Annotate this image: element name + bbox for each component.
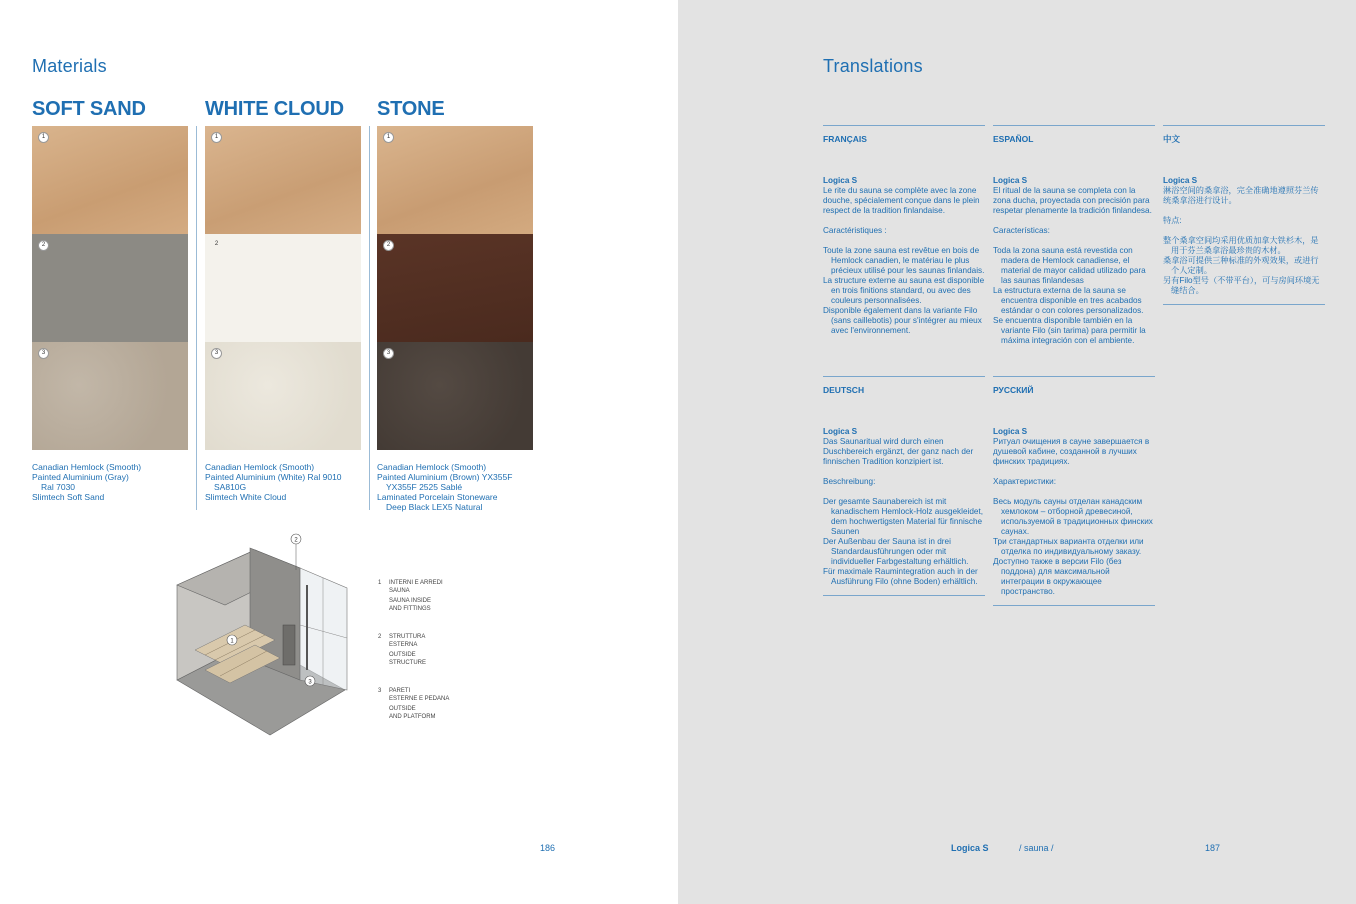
desc-line: Painted Aluminium (Brown) YX355F [377, 472, 513, 482]
swatch-number: 3 [211, 348, 222, 359]
intro-text: Le rite du sauna se complète avec la zone douche, spécialement conçue dans le plein respect de la tradition finlandaise. [823, 186, 980, 215]
legend-text: SAUNA [389, 587, 410, 594]
feature-item: Toda la zona sauna está revestida con madera de Hemlock canadiense, el material de mayor calidad utilizado para las saunas finlandesas [993, 246, 1146, 285]
feature-item: Für maximale Raumintegration auch in der Ausführung Filo (ohne Boden) erhältlich. [823, 567, 978, 586]
gray-aluminium-swatch [32, 234, 188, 342]
desc-line: YX355F 2525 Sablé [386, 482, 463, 492]
divider-line [823, 125, 985, 126]
intro-text: 淋浴空间的桑拿浴，完全准确地遵照芬兰传统桑拿浴进行设计。 [1163, 186, 1319, 205]
stone-swatch [377, 342, 533, 450]
feature-item: Toute la zone sauna est revêtue en bois de Hemlock canadien, le matériau le plus précieux utilisé pour les saunas finlandais. [823, 246, 985, 275]
diagram-callout-1 [227, 635, 237, 645]
material-name: SOFT SAND [32, 98, 146, 120]
language-heading: FRANÇAIS [823, 134, 867, 144]
translation-spanish [993, 125, 1155, 346]
product-name: Logica S [993, 427, 1028, 436]
product-name: Logica S [823, 176, 858, 185]
material-description [205, 462, 361, 502]
legend-number: 1 [378, 580, 382, 586]
legend-text: STRUCTURE [389, 659, 426, 666]
language-heading: ESPAÑOL [993, 134, 1034, 144]
svg-text:1: 1 [230, 638, 234, 645]
wood-swatch [377, 126, 533, 234]
swatch-number: 2 [38, 240, 49, 251]
swatch-number: 1 [38, 132, 49, 143]
legend-text: AND FITTINGS [389, 605, 431, 612]
legend-item-2 [378, 634, 426, 667]
desc-line: Painted Aluminium (White) Ral 9010 [205, 472, 342, 482]
swatch-number: 2 [214, 241, 219, 247]
language-heading: DEUTSCH [823, 385, 865, 395]
intro-text: Ритуал очищения в сауне завершается в душевой кабине, созданной в лучших финских традициях. [993, 437, 1150, 466]
material-soft-sand [32, 98, 188, 502]
feature-item: Весь модуль сауны отделан канадским хемлоком – отборной древесиной, используемой в традиционных финских саунах. [993, 497, 1153, 536]
legend-text: AND PLATFORM [389, 713, 436, 720]
legend-text: STRUTTURA [389, 634, 426, 640]
language-heading: 中文 [1163, 134, 1181, 144]
desc-line: Deep Black LEX5 Natural [386, 502, 483, 512]
footer-section: / sauna / [1019, 843, 1054, 853]
feature-item: La estructura externa de la sauna se encuentra disponible en tres acabados estándar o con colores personalizados. [993, 286, 1144, 315]
feature-item: 桑拿浴可提供三种标准的外观效果，或进行个人定制。 [1163, 256, 1319, 275]
feature-item: 另有Filo型号（不带平台），可与房间环境无缝结合。 [1163, 276, 1320, 295]
soft-sand-swatch [32, 342, 188, 450]
divider-line [823, 595, 985, 596]
swatch-number: 1 [211, 132, 222, 143]
footer-product: Logica S [951, 843, 989, 853]
features-label: Beschreibung: [823, 477, 876, 486]
page-number: 187 [1205, 843, 1221, 853]
diagram-callout-3 [305, 676, 315, 686]
material-stone [377, 98, 533, 512]
divider-line [1163, 125, 1325, 126]
feature-item: Der gesamte Saunabereich ist mit kanadischem Hemlock-Holz ausgekleidet, dem hochwertigsten Material für finnische Saunen [823, 497, 983, 536]
feature-item: La structure externe au sauna est disponible en trois finitions standard, ou avec des couleurs personnalisées. [823, 276, 985, 305]
desc-line: Slimtech Soft Sand [32, 492, 105, 502]
legend-text: ESTERNE E PEDANA [389, 695, 450, 702]
intro-text: El ritual de la sauna se completa con la zona ducha, proyectada con precisión para respetar plenamente la tradición finlandesa. [993, 186, 1152, 215]
brown-aluminium-swatch [377, 234, 533, 342]
product-name: Logica S [993, 176, 1028, 185]
desc-line: SA810G [214, 482, 247, 492]
material-white-cloud [205, 98, 361, 502]
language-heading: РУССКИЙ [993, 385, 1034, 395]
swatch-number: 3 [38, 348, 49, 359]
desc-line: Painted Aluminium (Gray) [32, 472, 129, 482]
divider-line [993, 605, 1155, 606]
desc-line: Canadian Hemlock (Smooth) [32, 462, 142, 472]
feature-item: Доступно также в версии Filo (без поддона) для максимальной интеграции в окружающее пространство. [993, 557, 1122, 596]
legend-text: ESTERNA [389, 641, 418, 648]
desc-line: Canadian Hemlock (Smooth) [205, 462, 315, 472]
column-divider [369, 126, 370, 510]
divider-line [823, 376, 985, 377]
page-number: 186 [540, 843, 556, 853]
diagram-callout-2 [291, 534, 301, 570]
material-description [32, 462, 188, 502]
feature-item: Disponible également dans la variante Filo (sans caillebotis) pour s'intégrer au mieux avec l'environnement. [823, 306, 982, 335]
desc-line: Canadian Hemlock (Smooth) [377, 462, 487, 472]
translation-russian [993, 376, 1155, 606]
desc-line: Ral 7030 [41, 482, 76, 492]
materials-title: Materials [32, 56, 107, 76]
features-label: 特点: [1163, 216, 1182, 225]
wood-swatch [32, 126, 188, 234]
features-label: Características: [993, 226, 1050, 235]
column-divider [196, 126, 197, 510]
wood-swatch [205, 126, 361, 234]
legend-number: 2 [378, 634, 382, 640]
material-name: STONE [377, 98, 445, 120]
right-page [678, 0, 1356, 904]
translation-french [823, 125, 985, 336]
divider-line [993, 376, 1155, 377]
features-label: Характеристики: [993, 477, 1056, 486]
desc-line: Laminated Porcelain Stoneware [377, 492, 498, 502]
feature-item: Se encuentra disponible también en la variante Filo (sin tarima) para permitir la máxima integración con el ambiente. [993, 316, 1146, 345]
sauna-diagram [165, 530, 365, 745]
translation-chinese [1163, 125, 1325, 305]
swatch-number: 3 [383, 348, 394, 359]
legend-item-1 [378, 580, 443, 613]
intro-text: Das Saunaritual wird durch einen Duschbereich ergänzt, der ganz nach der finnischen Tradition konzipiert ist. [823, 437, 974, 466]
material-name: WHITE CLOUD [205, 98, 344, 120]
svg-text:2: 2 [294, 537, 298, 544]
legend-number: 3 [378, 688, 382, 694]
translations-title: Translations [823, 56, 923, 76]
desc-line: Slimtech White Cloud [205, 492, 287, 502]
legend-text: INTERNI E ARREDI [389, 580, 443, 586]
feature-item: 整个桑拿空间均采用优质加拿大铁杉木，是用于芬兰桑拿浴最珍贵的木材。 [1163, 236, 1319, 255]
swatch-number: 1 [383, 132, 394, 143]
product-name: Logica S [823, 427, 858, 436]
product-name: Logica S [1163, 176, 1198, 185]
features-label: Caractéristiques : [823, 226, 887, 235]
white-aluminium-swatch [205, 234, 361, 342]
material-description [377, 462, 533, 512]
divider-line [1163, 304, 1325, 305]
white-cloud-swatch [205, 342, 361, 450]
swatch-number: 2 [383, 240, 394, 251]
legend-text: OUTSIDE [389, 652, 416, 658]
feature-item: Три стандартных варианта отделки или отделка по индивидуальному заказу. [993, 537, 1144, 556]
divider-line [993, 125, 1155, 126]
legend-text: OUTSIDE [389, 706, 416, 712]
translation-german [823, 376, 985, 596]
legend-text: PARETI [389, 688, 411, 694]
feature-item: Der Außenbau der Sauna ist in drei Standardausführungen oder mit individueller Farbgestaltung erhältlich. [823, 537, 969, 566]
legend-text: SAUNA INSIDE [389, 598, 432, 604]
legend-item-3 [378, 688, 449, 721]
svg-text:3: 3 [308, 679, 312, 686]
